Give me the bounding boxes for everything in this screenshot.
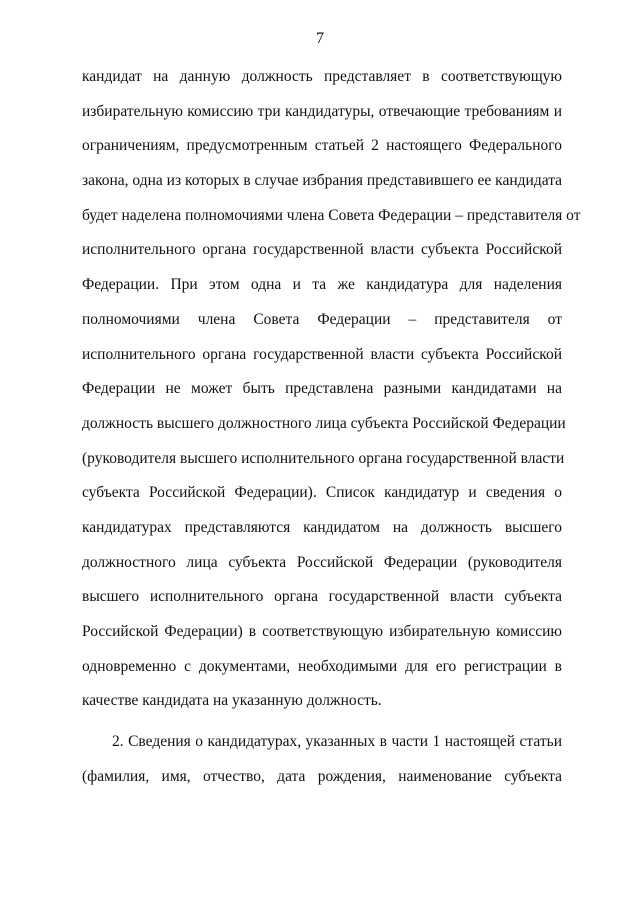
- paragraph-1: [82, 60, 581, 719]
- text-line: избирательную комиссию три кандидатуры, отвечающие требованиям и: [82, 102, 562, 120]
- text-line: исполнительного органа государственной власти субъекта Российской: [82, 241, 562, 259]
- text-line: высшего исполнительного органа государственной власти субъекта: [82, 588, 562, 606]
- text-line: Российской Федерации) в соответствующую избирательную комиссию: [82, 623, 562, 640]
- paragraph-2: [82, 725, 562, 794]
- text-line: исполнительного органа государственной власти субъекта Российской: [82, 345, 562, 363]
- text-line: (фамилия, имя, отчество, дата рождения, наименование субъекта: [82, 767, 562, 785]
- text-line: закона, одна из которых в случае избрания представившего ее кандидата: [82, 172, 563, 190]
- text-line: кандидат на данную должность представляет в соответствующую: [82, 68, 562, 85]
- text-line: кандидатурах представляются кандидатом на должность высшего: [82, 518, 562, 536]
- text-line: Федерации не может быть представлена разными кандидатами на: [82, 380, 562, 398]
- text-line: должностного лица субъекта Российской Федерации (руководителя: [82, 553, 562, 571]
- text-line: субъекта Российской Федерации). Список кандидатур и сведения о: [82, 484, 562, 502]
- text-line: полномочиями члена Совета Федерации – представителя от: [82, 310, 562, 328]
- text-line: ограничениям, предусмотренным статьей 2 настоящего Федерального: [82, 137, 562, 155]
- text-line: должность высшего должностного лица субъекта Российской Федерации: [82, 414, 566, 432]
- text-line: одновременно с документами, необходимыми для его регистрации в: [82, 657, 562, 675]
- text-line: 2. Сведения о кандидатурах, указанных в части 1 настоящей статьи: [112, 733, 562, 751]
- text-line: (руководителя высшего исполнительного органа государственной власти: [82, 449, 565, 467]
- page-number: 7: [316, 30, 324, 47]
- body-text: [82, 60, 581, 794]
- text-line: качестве кандидата на указанную должность.: [82, 692, 382, 710]
- text-line: Федерации. При этом одна и та же кандидатура для наделения: [82, 276, 562, 294]
- text-line: будет наделена полномочиями члена Совета Федерации – представителя от: [82, 206, 581, 224]
